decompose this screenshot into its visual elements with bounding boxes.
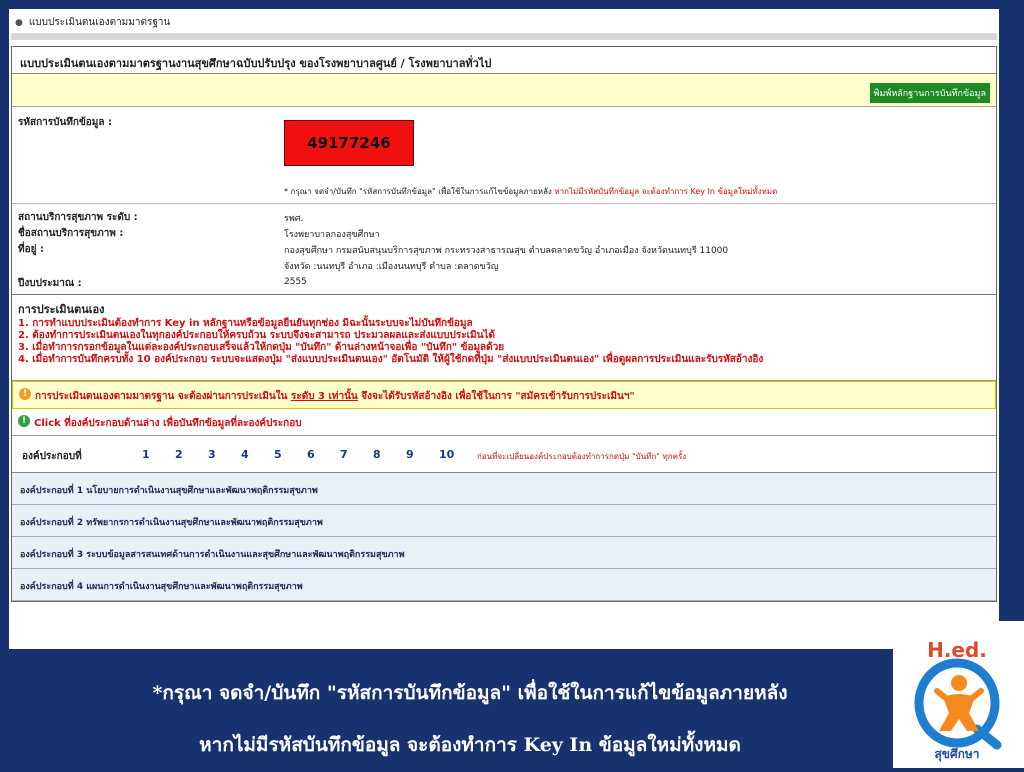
component-link-6[interactable]: 6	[307, 448, 315, 461]
component-row-3[interactable]	[12, 537, 996, 569]
notice-text	[35, 389, 635, 404]
record-code-section	[12, 107, 996, 204]
click-instruction-text: Click ที่องค์ประกอบด้านล่าง เพื่อบันทึกข้อมูลที่ละองค์ประกอบ	[34, 418, 302, 429]
address-label: ที่อยู่ :	[18, 244, 44, 255]
record-code-box: 49177246	[284, 120, 414, 166]
note-warning: หากไม่มีรหัสบันทึกข้อมูล จะต้องทำการ Key In ข้อมูลใหม่ทั้งหมด	[554, 187, 778, 196]
breadcrumb	[9, 9, 999, 33]
note-text: * กรุณา จดจำ/บันทึก "รหัสการบันทึกข้อมูล" เพื่อใช้ในการแก้ไขข้อมูลภายหลัง	[284, 187, 552, 196]
click-instruction	[12, 409, 996, 436]
breadcrumb-bar	[11, 33, 997, 40]
component-nav-label: องค์ประกอบที่	[22, 451, 82, 462]
breadcrumb-text: แบบประเมินตนเองตามมาตรฐาน	[28, 17, 171, 28]
instruction-line: 2. ต้องทำการประเมินตนเองในทุกองค์ประกอบให้ครบถ้วน ระบบจึงจะสามารถ ประมวลผลและส่งแบบประเมินได้	[18, 330, 495, 341]
instruction-line: 3. เมื่อทำการกรอกข้อมูลในแต่ละองค์ประกอบเสร็จแล้วให้กดปุ่ม "บันทึก" ด้านล่างหน้าจอเพื่อ "บันทึก" ข้อมูลด้วย	[18, 342, 505, 353]
notice-pre: การประเมินตนเองตามมาตรฐาน จะต้องผ่านการประเมินใน	[35, 391, 288, 402]
component-link-5[interactable]: 5	[274, 448, 282, 461]
component-link-1[interactable]: 1	[142, 448, 150, 461]
component-row-label: องค์ประกอบที่ 1 นโยบายการดำเนินงานสุขศึกษาและพัฒนาพฤติกรรมสุขภาพ	[20, 486, 318, 496]
address-line2: จังหวัด :นนทบุรี อำเภอ :เมืองนนทบุรี ตำบล :ตลาดขวัญ	[284, 262, 499, 272]
assessment-panel	[11, 46, 997, 602]
info-icon: !	[18, 415, 30, 427]
facility-name-label: ชื่อสถานบริการสุขภาพ :	[18, 228, 124, 239]
level-label: สถานบริการสุขภาพ ระดับ :	[18, 212, 138, 223]
record-code-note	[284, 185, 777, 198]
level-notice	[12, 381, 996, 409]
facility-name-value: โรงพยาบาลกองสุขศึกษา	[284, 230, 380, 240]
slide-caption-line-2: หากไม่มีรหัสบันทึกข้อมูล จะต้องทำการ Key In ข้อมูลใหม่ทั้งหมด	[199, 734, 741, 756]
slide-caption-line-1: *กรุณา จดจำ/บันทึก "รหัสการบันทึกข้อมูล" เพื่อใช้ในการแก้ไขข้อมูลภายหลัง	[152, 682, 788, 704]
warning-icon: !	[19, 388, 31, 400]
component-row-1[interactable]	[12, 473, 996, 505]
logo-title: H.ed.	[927, 638, 987, 662]
facility-info	[12, 204, 996, 295]
component-link-10[interactable]: 10	[439, 448, 455, 461]
print-evidence-button[interactable]: พิมพ์หลักฐานการบันทึกข้อมูล	[870, 83, 990, 103]
level-value: รพศ.	[284, 214, 304, 224]
component-link-8[interactable]: 8	[373, 448, 381, 461]
bullet-icon: ●	[15, 18, 23, 28]
component-link-9[interactable]: 9	[406, 448, 414, 461]
notice-post: จึงจะได้รับรหัสอ้างอิง เพื่อใช้ในการ "สมัครเข้ารับการประเมินฯ"	[361, 391, 635, 402]
logo-caption: สุขศึกษา	[934, 747, 980, 761]
component-link-4[interactable]: 4	[241, 448, 249, 461]
hed-logo-graphic	[893, 621, 1024, 768]
component-link-2[interactable]: 2	[175, 448, 183, 461]
assessment-heading: การประเมินตนเอง	[18, 303, 105, 316]
component-link-3[interactable]: 3	[208, 448, 216, 461]
self-assessment-instructions	[12, 295, 996, 381]
web-page	[9, 9, 999, 649]
component-row-2[interactable]	[12, 505, 996, 537]
budget-year-value: 2555	[284, 277, 307, 287]
component-row-label: องค์ประกอบที่ 4 แผนการดำเนินงานสุขศึกษาและพัฒนาพฤติกรรมสุขภาพ	[20, 582, 303, 592]
toolbar-row	[12, 74, 996, 107]
budget-year-label: ปีงบประมาณ :	[18, 278, 82, 289]
component-navigation	[12, 436, 996, 473]
instruction-line: 4. เมื่อทำการบันทึกครบทั้ง 10 องค์ประกอบ ระบบจะแสดงปุ่ม "ส่งแบบประเมินตนเอง" อัตโนมัติ ให้ผู้ใช้กดที่ปุ่ม "ส่งแบบประเมินตนเอง" เพื่อดูผลการประเมินและรับรหัสอ้างอิง	[18, 354, 764, 365]
component-row-label: องค์ประกอบที่ 2 ทรัพยากรการดำเนินงานสุขศึกษาและพัฒนาพฤติกรรมสุขภาพ	[20, 518, 323, 528]
component-row-label: องค์ประกอบที่ 3 ระบบข้อมูลสารสนเทศด้านการดำเนินงานและสุขศึกษาและพัฒนาพฤติกรรมสุขภาพ	[20, 550, 405, 560]
panel-title: แบบประเมินตนเองตามมาตรฐานงานสุขศึกษาฉบับปรับปรุง ของโรงพยาบาลศูนย์ / โรงพยาบาลทั่วไป	[12, 47, 996, 74]
address-value: กองสุขศึกษา กรมสนับสนุนบริการสุขภาพ กระทรวงสาธารณสุข ตำบลตลาดขวัญ อำเภอเมือง จังหวัดนนทบุรี 11000	[284, 246, 729, 256]
notice-level-link: ระดับ 3 เท่านั้น	[290, 391, 358, 402]
hed-logo	[893, 621, 1024, 768]
component-link-7[interactable]: 7	[340, 448, 348, 461]
instruction-line: 1. การทำแบบประเมินต้องทำการ Key in หลักฐานหรือข้อมูลยืนยันทุกช่อง มิฉะนั้นระบบจะไม่บันทึกข้อมูล	[18, 318, 473, 329]
record-code-label: รหัสการบันทึกข้อมูล :	[18, 117, 112, 128]
component-nav-hint: ก่อนที่จะเปลี่ยนองค์ประกอบต้องทำการกดปุ่ม "บันทึก" ทุกครั้ง	[477, 452, 687, 461]
component-row-4[interactable]	[12, 569, 996, 601]
